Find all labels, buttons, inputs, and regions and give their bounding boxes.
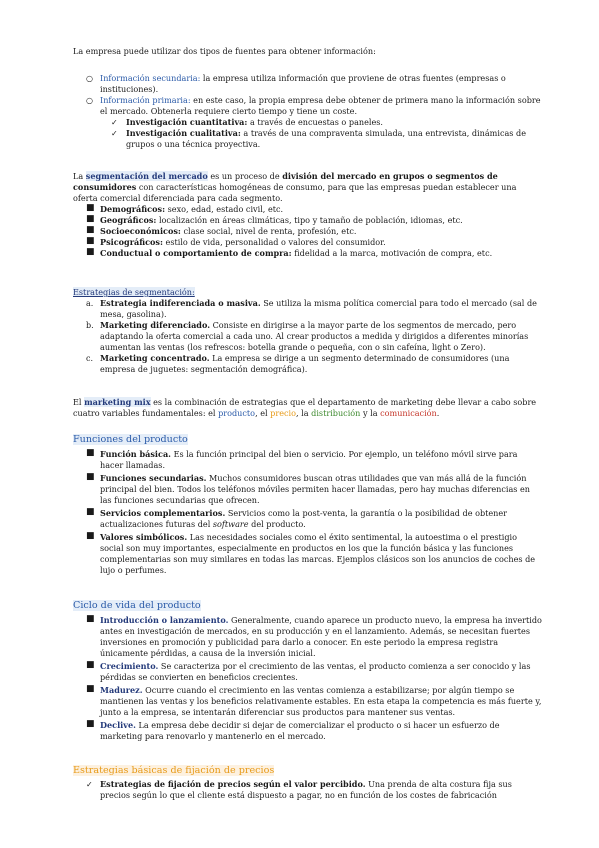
bullet-icon: ■ bbox=[86, 472, 95, 482]
complementary-services-label: Servicios complementarios. bbox=[100, 508, 226, 518]
list-item bbox=[73, 73, 543, 95]
bullet-icon: ■ bbox=[86, 660, 95, 670]
list-item bbox=[73, 615, 543, 659]
check-mark-icon: ✓ bbox=[111, 129, 118, 138]
mix-text-6: . bbox=[436, 408, 440, 418]
sources-list bbox=[73, 73, 543, 150]
bullet-icon: ■ bbox=[86, 225, 95, 235]
mix-text-1: El bbox=[73, 397, 85, 407]
item-label: Psicográficos: bbox=[100, 237, 163, 247]
seg-term: segmentación del mercado bbox=[85, 171, 208, 181]
segmentation-paragraph bbox=[73, 171, 543, 204]
item-label: Madurez. bbox=[100, 685, 143, 695]
seg-definition: división del mercado en grupos o segmentos de consumidores bbox=[73, 171, 498, 192]
pricing-heading: Estrategias básicas de fijación de precios bbox=[73, 765, 275, 776]
secondary-functions-text: Muchos consumidores buscan otras utilidades que van más allá de la función principal del bien. Todos los teléfonos móviles permiten hacer llamadas, pero hay muchas diferencias en las funciones secundarias que ofrecen. bbox=[100, 473, 531, 505]
item-label: Socioeconómicos: bbox=[100, 226, 181, 236]
segmentation-strategies-heading: Estrategias de segmentación: bbox=[73, 287, 195, 297]
check-mark-icon: ✓ bbox=[86, 780, 93, 789]
primary-info-label: Información primaria: bbox=[100, 95, 191, 105]
list-item bbox=[73, 661, 543, 683]
product-functions-block bbox=[73, 433, 543, 576]
list-item bbox=[73, 720, 543, 742]
primary-info-text: en este caso, la propia empresa debe obtener de primera mano la información sobre el mercado. Obtenerla requiere cierto tiempo y tiene un coste. bbox=[100, 95, 541, 116]
bullet-icon: ■ bbox=[86, 614, 95, 624]
hollow-bullet-icon: ○ bbox=[86, 96, 93, 105]
item-label: Marketing diferenciado. bbox=[100, 320, 211, 330]
perceived-value-text: Una prenda de alta costura fija sus precios según lo que el cliente está dispuesto a pagar, no en función de los costes de fabricación bbox=[100, 779, 512, 800]
product-functions-heading: Funciones del producto bbox=[73, 434, 188, 445]
bullet-icon: ■ bbox=[86, 236, 95, 246]
basic-function-text: Es la función principal del bien o servicio. Por ejemplo, un teléfono móvil sirve para hacer llamadas. bbox=[100, 449, 518, 470]
quantitative-label: Investigación cuantitativa: bbox=[126, 117, 248, 127]
symbolic-values-text: Las necesidades sociales como el éxito sentimental, la autoestima o el prestigio social son muy importantes, especialmente en productos en los que la función básica y las funciones complementarias son muy similares en todas las marcas. Ejemplos clásicos son los anuncios de coches de lujo o perfumes. bbox=[100, 532, 536, 575]
list-item bbox=[73, 226, 543, 237]
list-item bbox=[73, 128, 543, 150]
bullet-icon: ■ bbox=[86, 531, 95, 541]
qualitative-text: a través de una compraventa simulada, una entrevista, dinámicas de grupos o una técnica proyectiva. bbox=[126, 128, 526, 149]
bullet-icon: ■ bbox=[86, 214, 95, 224]
segmentation-strategies-block bbox=[73, 287, 543, 375]
item-text: Consiste en dirigirse a la mayor parte de los segmentos de mercado, pero adaptando la oferta comercial a cada uno. Al crear productos a medida y dirigidos a diferentes minorías aumentan las ventas (los refrescos: botella grande o pequeña, con o sin cafeína, light o Zero). bbox=[100, 320, 529, 352]
list-item bbox=[73, 95, 543, 117]
seg-text-1: La bbox=[73, 171, 86, 181]
mix-distribucion: distribución bbox=[311, 408, 361, 418]
qualitative-label: Investigación cualitativa: bbox=[126, 128, 241, 138]
item-label: Geográficos: bbox=[100, 215, 157, 225]
product-lifecycle-block bbox=[73, 599, 543, 742]
item-text: Ocurre cuando el crecimiento en las ventas comienza a estabilizarse; por algún tiempo se mantienen las ventas y los beneficios relativamente estables. En esta etapa la competencia es más fuerte y, junto a la empresa, se intentarán diferenciar sus productos para mantener sus ventas. bbox=[100, 685, 542, 717]
item-text: La empresa se dirige a un segmento determinado de consumidores (una empresa de juguetes: segmentación demográfica). bbox=[100, 353, 510, 374]
item-text: Generalmente, cuando aparece un producto nuevo, la empresa ha invertido antes en investigación de mercados, en su producción y en el lanzamiento. Además, se necesitan fuertes inversiones en promoción y publicidad para darlo a conocer. En este periodo la empresa registra únicamente pérdidas, a causa de la inversión inicial. bbox=[100, 615, 542, 658]
secondary-functions-label: Funciones secundarias. bbox=[100, 473, 207, 483]
list-item bbox=[73, 473, 543, 506]
seg-text-2: es un proceso de bbox=[207, 171, 283, 181]
list-item bbox=[73, 320, 543, 353]
item-label: Crecimiento. bbox=[100, 661, 159, 671]
hollow-bullet-icon: ○ bbox=[86, 74, 93, 83]
mix-text-3: , el bbox=[255, 408, 271, 418]
secondary-info-text: la empresa utiliza información que proviene de otras fuentes (empresas o instituciones). bbox=[100, 73, 506, 94]
item-text: localización en áreas climáticas, tipo y tamaño de población, idiomas, etc. bbox=[156, 215, 463, 225]
list-item bbox=[73, 508, 543, 530]
list-item bbox=[73, 204, 543, 215]
item-text: fidelidad a la marca, motivación de compra, etc. bbox=[291, 248, 493, 258]
bullet-icon: ■ bbox=[86, 247, 95, 257]
basic-function-label: Función básica. bbox=[100, 449, 172, 459]
segmentation-strategies-list bbox=[73, 298, 543, 375]
item-label: Declive. bbox=[100, 720, 136, 730]
list-item bbox=[73, 353, 543, 375]
mix-producto: producto bbox=[218, 408, 256, 418]
item-text: La empresa debe decidir si dejar de comercializar el producto o si hacer un esfuerzo de marketing para renovarlo y mantenerlo en el mercado. bbox=[100, 720, 500, 741]
bullet-icon: ■ bbox=[86, 684, 95, 694]
symbolic-values-label: Valores simbólicos. bbox=[100, 532, 188, 542]
item-text: sexo, edad, estado civil, etc. bbox=[165, 204, 284, 214]
item-text: estilo de vida, personalidad o valores del consumidor. bbox=[162, 237, 386, 247]
lifecycle-list bbox=[73, 615, 543, 742]
list-item bbox=[73, 237, 543, 248]
perceived-value-label: Estrategias de fijación de precios según el valor percibido. bbox=[100, 779, 366, 789]
list-item bbox=[73, 117, 543, 128]
segmentation-criteria-list bbox=[73, 204, 543, 259]
list-item bbox=[73, 248, 543, 259]
bullet-icon: ■ bbox=[86, 203, 95, 213]
seg-text-3: con características homogéneas de consumo, para que las empresas puedan establecer una oferta comercial diferenciada para cada segmento. bbox=[73, 182, 517, 203]
list-item bbox=[73, 215, 543, 226]
secondary-info-label: Información secundaria: bbox=[100, 73, 201, 83]
list-marker: b. bbox=[86, 321, 94, 330]
intro-text: La empresa puede utilizar dos tipos de fuentes para obtener información: bbox=[73, 46, 376, 56]
list-marker: c. bbox=[86, 354, 94, 363]
bullet-icon: ■ bbox=[86, 448, 95, 458]
mix-text-5: y la bbox=[360, 408, 381, 418]
item-label: Estrategia indiferenciada o masiva. bbox=[100, 298, 261, 308]
complementary-services-text: Servicios como la post-venta, la garantía o la posibilidad de obtener actualizaciones futuras del bbox=[100, 508, 508, 529]
list-marker: a. bbox=[86, 299, 94, 308]
segmentation-block bbox=[73, 171, 543, 259]
item-label: Marketing concentrado. bbox=[100, 353, 210, 363]
bullet-icon: ■ bbox=[86, 719, 95, 729]
check-mark-icon: ✓ bbox=[111, 118, 118, 127]
item-label: Conductual o comportamiento de compra: bbox=[100, 248, 292, 258]
marketing-mix-paragraph bbox=[73, 397, 543, 419]
marketing-mix-block bbox=[73, 397, 543, 419]
list-item bbox=[73, 532, 543, 576]
mix-precio: precio bbox=[270, 408, 297, 418]
mix-text-4: , la bbox=[296, 408, 312, 418]
intro-block bbox=[73, 46, 543, 57]
list-item bbox=[73, 449, 543, 471]
item-label: Introducción o lanzamiento. bbox=[100, 615, 229, 625]
mix-term: marketing mix bbox=[84, 397, 151, 407]
list-item bbox=[73, 685, 543, 718]
item-text: clase social, nivel de renta, profesión, etc. bbox=[180, 226, 357, 236]
list-item bbox=[73, 298, 543, 320]
complementary-services-text-end: del producto. bbox=[248, 519, 306, 529]
quantitative-text: a través de encuestas o paneles. bbox=[247, 117, 383, 127]
product-lifecycle-heading: Ciclo de vida del producto bbox=[73, 600, 201, 611]
mix-text-2: es la combinación de estrategias que el departamento de marketing debe llevar a cabo sobre cuatro variables fundamentales: el bbox=[73, 397, 537, 418]
item-text: Se utiliza la misma política comercial para todo el mercado (sal de mesa, gasolina). bbox=[100, 298, 537, 319]
list-item bbox=[73, 779, 543, 801]
item-label: Demográficos: bbox=[100, 204, 166, 214]
mix-comunicacion: comunicación bbox=[380, 408, 437, 418]
software-term: software bbox=[212, 519, 249, 529]
bullet-icon: ■ bbox=[86, 507, 95, 517]
item-text: Se caracteriza por el crecimiento de las ventas, el producto comienza a ser conocido y las pérdidas se convierten en beneficios crecientes. bbox=[100, 661, 531, 682]
pricing-block bbox=[73, 764, 543, 801]
